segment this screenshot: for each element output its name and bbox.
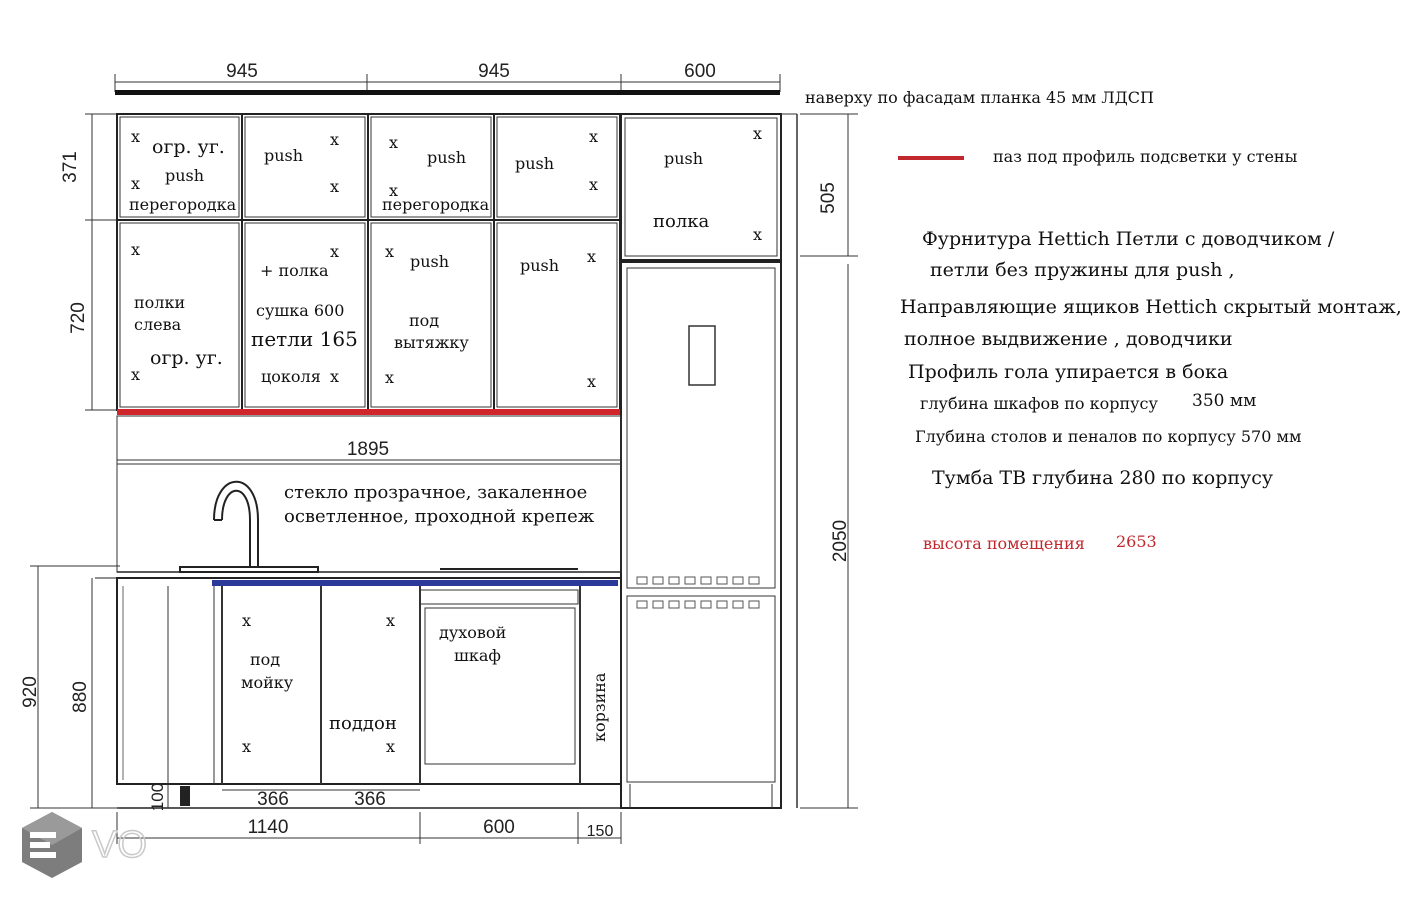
- left-dimensions: [60, 114, 118, 410]
- dim-100: 100: [148, 782, 167, 812]
- dim-945-left: 945: [226, 61, 258, 82]
- svg-text:x: x: [389, 133, 399, 152]
- wall-cabinet-4: [520, 247, 596, 391]
- glass-note-1: стекло прозрачное, закаленное: [284, 482, 588, 503]
- svg-text:x: x: [131, 240, 141, 259]
- wall-cabinet-2: [251, 242, 358, 386]
- note-room-height-label: высота помещения: [923, 534, 1085, 553]
- glass-note-2: осветленное, проходной крепеж: [284, 506, 595, 527]
- svg-text:x: x: [131, 127, 141, 146]
- svg-text:push: push: [410, 252, 450, 271]
- svg-text:x: x: [587, 247, 597, 266]
- note-depth-cab-val: 350 мм: [1192, 391, 1257, 411]
- dim-720: 720: [68, 302, 89, 334]
- svg-text:x: x: [386, 611, 396, 630]
- svg-text:x: x: [589, 127, 599, 146]
- svg-text:x: x: [330, 177, 340, 196]
- dim-600-oven: 600: [483, 817, 515, 838]
- dim-505: 505: [818, 182, 839, 214]
- note-tv-stand: Тумба ТВ глубина 280 по корпусу: [932, 467, 1274, 489]
- dim-600-right: 600: [684, 61, 716, 82]
- svg-text:x: x: [242, 611, 252, 630]
- svg-text:x: x: [753, 124, 763, 143]
- note-hardware-2: петли без пружины для push ,: [930, 259, 1235, 281]
- dim-1895: 1895: [346, 439, 390, 460]
- svg-text:push: push: [664, 149, 704, 168]
- plinth-leg: [180, 786, 190, 806]
- svg-text:мойку: мойку: [241, 673, 294, 692]
- bottom-dimensions: [117, 812, 621, 844]
- svg-text:push: push: [520, 256, 560, 275]
- svg-text:цоколя: цоколя: [261, 367, 321, 386]
- note-hardware-1: Фурнитура Hettich Петли с доводчиком /: [922, 228, 1335, 250]
- svg-text:полки: полки: [134, 293, 186, 312]
- svg-text:огр. уг.: огр. уг.: [150, 347, 223, 369]
- svg-text:корзина: корзина: [590, 672, 609, 742]
- svg-text:x: x: [389, 181, 399, 200]
- wall-cabinet-1: [131, 240, 223, 384]
- svg-text:x: x: [330, 242, 340, 261]
- evo-logo-text: VO: [92, 824, 147, 866]
- note-guides-1: Направляющие ящиков Hettich скрытый монтаж,: [900, 296, 1402, 318]
- svg-text:шкаф: шкаф: [454, 646, 501, 665]
- top-dimensions: [115, 61, 780, 92]
- note-depth-cab: глубина шкафов по корпусу: [920, 394, 1158, 413]
- svg-text:x: x: [587, 372, 597, 391]
- svg-text:push: push: [264, 146, 304, 165]
- upper-cabinet-2: [264, 130, 339, 196]
- legend-red-text: паз под профиль подсветки у стены: [993, 147, 1298, 166]
- dim-945-mid: 945: [478, 61, 510, 82]
- base-height-dimensions: [20, 566, 120, 808]
- note-room-height-val: 2653: [1116, 532, 1157, 551]
- svg-text:x: x: [385, 242, 395, 261]
- evo-logo: [22, 812, 147, 878]
- led-groove-line: [117, 409, 621, 415]
- top-strip-bar: [115, 90, 780, 95]
- svg-text:сушка 600: сушка 600: [256, 301, 345, 320]
- upper-cabinet-3: [382, 133, 490, 214]
- svg-text:вытяжку: вытяжку: [394, 333, 469, 352]
- note-profile: Профиль гола упирается в бока: [908, 361, 1229, 383]
- svg-text:под: под: [409, 311, 440, 330]
- dim-150: 150: [586, 823, 614, 840]
- svg-text:x: x: [131, 174, 141, 193]
- svg-text:x: x: [386, 737, 396, 756]
- svg-text:духовой: духовой: [439, 623, 507, 642]
- svg-text:x: x: [131, 365, 141, 384]
- fridge: [621, 262, 781, 808]
- gola-profile-line: [212, 580, 618, 586]
- svg-text:push: push: [427, 148, 467, 167]
- upper-cabinet-4: [515, 127, 598, 194]
- dim-371: 371: [60, 151, 81, 183]
- svg-text:поддон: поддон: [329, 713, 397, 734]
- dim-880: 880: [70, 681, 91, 713]
- svg-text:push: push: [165, 166, 205, 185]
- dim-366-a: 366: [257, 789, 289, 810]
- svg-text:x: x: [242, 737, 252, 756]
- svg-text:x: x: [753, 225, 763, 244]
- svg-text:x: x: [589, 175, 599, 194]
- note-depth-tables: Глубина столов и пеналов по корпусу 570 мм: [915, 427, 1302, 446]
- svg-text:огр. уг.: огр. уг.: [152, 136, 225, 158]
- dim-1140: 1140: [247, 817, 289, 838]
- right-dimensions: [800, 114, 858, 808]
- fridge-display: [689, 326, 715, 385]
- svg-text:слева: слева: [134, 315, 182, 334]
- svg-text:+ полка: + полка: [260, 261, 329, 280]
- upper-cabinet-1: [129, 127, 237, 214]
- svg-text:x: x: [385, 368, 395, 387]
- svg-text:x: x: [330, 367, 340, 386]
- base-cabinets: [117, 578, 621, 784]
- svg-text:перегородка: перегородка: [382, 195, 490, 214]
- note-top-strip: наверху по фасадам планка 45 мм ЛДСП: [805, 88, 1154, 107]
- svg-text:push: push: [515, 154, 555, 173]
- dim-366-b: 366: [354, 789, 386, 810]
- wall-cabinet-3: [385, 242, 469, 387]
- svg-text:полка: полка: [653, 211, 710, 232]
- svg-text:петли 165: петли 165: [251, 327, 358, 351]
- svg-text:под: под: [250, 650, 281, 669]
- svg-text:x: x: [330, 130, 340, 149]
- note-guides-2: полное выдвижение , доводчики: [904, 328, 1233, 350]
- dim-920: 920: [20, 676, 41, 708]
- dim-2050: 2050: [830, 519, 851, 563]
- svg-text:перегородка: перегородка: [129, 195, 237, 214]
